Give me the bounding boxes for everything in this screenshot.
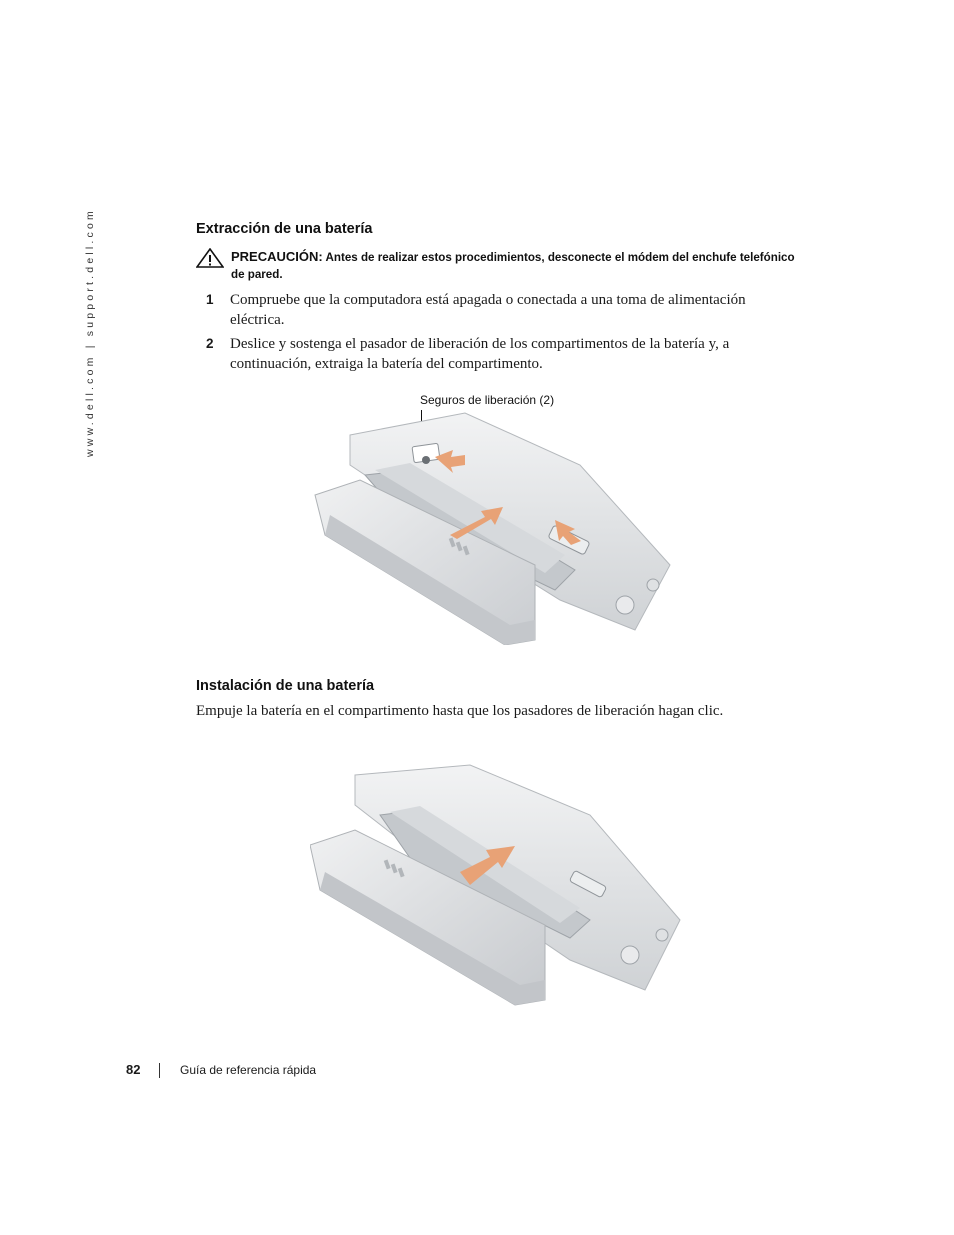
warning-icon [196,248,224,268]
battery-removal-illustration [305,405,685,645]
section-heading-removal: Extracción de una batería [196,221,373,237]
section-heading-installation: Instalación de una batería [196,678,375,694]
footer-title: Guía de referencia rápida [180,1063,317,1077]
step-number: 2 [206,336,214,351]
footer-divider [159,1063,160,1078]
page-number: 82 [126,1062,141,1077]
step-text: Compruebe que la computadora está apagada o conectada a una toma de alimentación eléctrica. [230,292,746,328]
caution-text-continued: de pared. [231,268,283,281]
caution-text: Antes de realizar estos procedimientos, desconecte el módem del enchufe telefónico [325,251,795,264]
figure-callout-release-latches: Seguros de liberación (2) [420,393,555,407]
sidebar-url: www.dell.com | support.dell.com [84,208,96,457]
battery-installation-illustration [310,760,690,1010]
caution-label: PRECAUCIÓN: [231,249,323,264]
step-text: Deslice y sostenga el pasador de liberación de los compartimentos de la batería y, a continuación, extraiga la batería del compartimento. [230,336,730,372]
step-number: 1 [206,292,214,307]
installation-paragraph: Empuje la batería en el compartimento hasta que los pasadores de liberación hagan clic. [196,703,724,719]
